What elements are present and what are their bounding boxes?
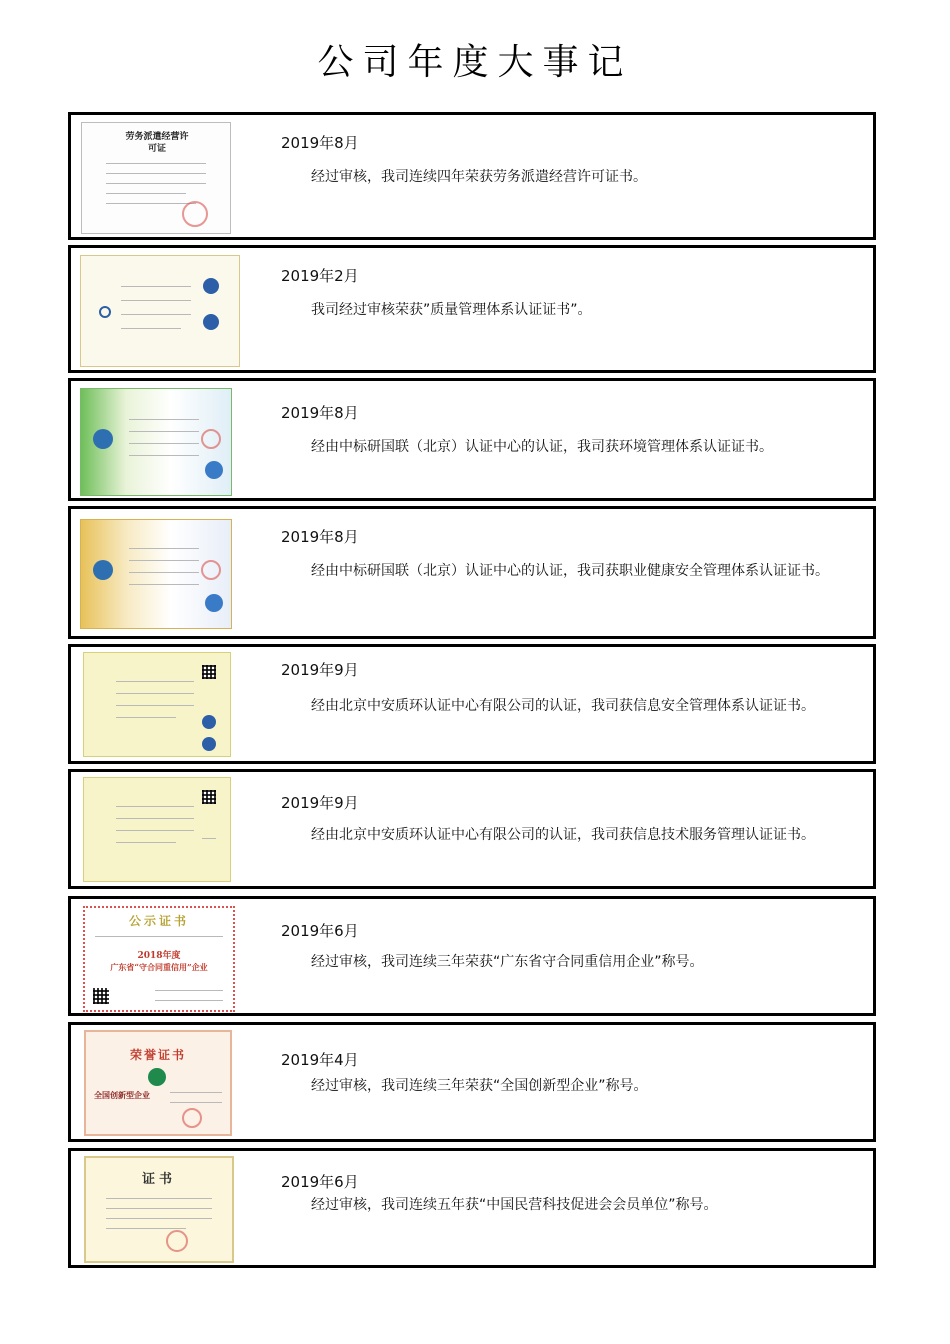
entry-date: 2019年4月 — [281, 1051, 359, 1069]
certificate-thumbnail — [80, 255, 240, 367]
certificate-thumbnail — [80, 388, 232, 496]
timeline-entry — [68, 1148, 876, 1268]
timeline-entry — [68, 112, 876, 240]
entry-description: 我司经过审核荣获”质量管理体系认证证书”。 — [311, 302, 592, 318]
entry-date: 2019年6月 — [281, 1173, 359, 1191]
entry-description: 经过审核，我司连续五年获“中国民营科技促进会会员单位”称号。 — [311, 1197, 718, 1213]
timeline-entry — [68, 1022, 876, 1142]
entry-date: 2019年8月 — [281, 528, 359, 546]
entry-date: 2019年8月 — [281, 134, 359, 152]
entry-date: 2019年2月 — [281, 267, 359, 285]
certificate-thumbnail — [84, 1156, 234, 1263]
certificate-thumbnail — [83, 652, 231, 757]
entry-date: 2019年9月 — [281, 661, 359, 679]
certificate-thumbnail — [84, 1030, 232, 1136]
certificate-title: 公示证书 — [128, 914, 189, 928]
certificate-subtitle: 广东省“守合同重信用”企业 — [110, 962, 208, 972]
timeline-entry — [68, 769, 876, 889]
timeline-entry — [68, 896, 876, 1016]
certificate-title: 劳务派遣经营许可证 — [125, 132, 189, 154]
timeline-entry — [68, 506, 876, 639]
entry-description: 经过审核，我司连续三年荣获“全国创新型企业”称号。 — [311, 1078, 648, 1094]
entry-date: 2019年9月 — [281, 794, 359, 812]
certificate-thumbnail — [83, 777, 231, 882]
page-title: 公司年度大事记 — [317, 42, 633, 83]
entry-description: 经由中标研国联（北京）认证中心的认证，我司获环境管理体系认证证书。 — [311, 439, 773, 455]
certificate-thumbnail — [83, 906, 235, 1012]
entry-description: 经由中标研国联（北京）认证中心的认证，我司获职业健康安全管理体系认证证书。 — [311, 563, 829, 579]
entry-description: 经由北京中安质环认证中心有限公司的认证，我司获信息技术服务管理认证证书。 — [311, 827, 815, 843]
certificate-subtitle: 全国创新型企业 — [94, 1090, 150, 1100]
certificate-thumbnail — [81, 122, 231, 234]
timeline-entry — [68, 378, 876, 501]
certificate-thumbnail — [80, 519, 232, 629]
timeline-entry — [68, 644, 876, 764]
certificate-title: 证书 — [141, 1172, 176, 1187]
entry-date: 2019年6月 — [281, 922, 359, 940]
certificate-title: 荣誉证书 — [129, 1048, 186, 1062]
timeline-entry — [68, 245, 876, 373]
entry-description: 经由北京中安质环认证中心有限公司的认证，我司获信息安全管理体系认证证书。 — [311, 698, 815, 714]
entry-description: 经过审核，我司连续四年荣获劳务派遣经营许可证书。 — [311, 169, 647, 185]
entry-description: 经过审核，我司连续三年荣获“广东省守合同重信用企业”称号。 — [311, 954, 704, 970]
entry-date: 2019年8月 — [281, 404, 359, 422]
certificate-year: 2018年度 — [137, 951, 181, 961]
